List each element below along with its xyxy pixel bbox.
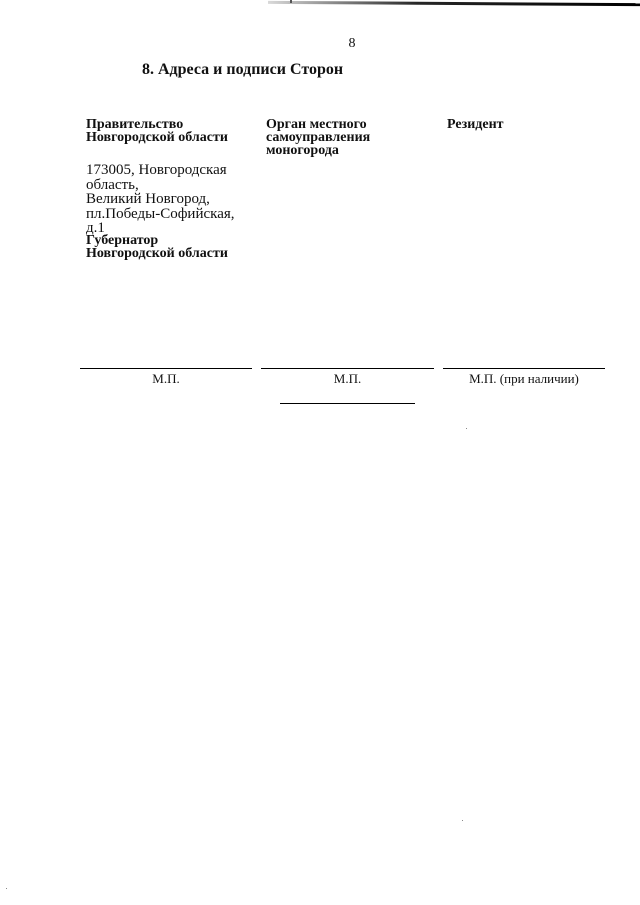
stamp-label-resident: М.П. (при наличии) <box>469 371 579 386</box>
party-title-line: моногорода <box>266 143 339 158</box>
signature-line-government <box>80 368 252 369</box>
scan-speck <box>466 428 467 429</box>
address-line: область, <box>86 176 139 193</box>
signer-line: Новгородской области <box>86 246 228 261</box>
address-line: Великий Новгород, <box>86 191 210 207</box>
address-line: 173005, Новгородская <box>86 162 227 178</box>
signature-line-municipality <box>261 368 434 369</box>
party-title-line: Резидент <box>447 117 504 132</box>
party-municipality-header <box>266 118 436 157</box>
party-title-line: Правительство <box>86 117 184 132</box>
end-of-document-rule <box>280 403 415 404</box>
stamp-label-municipality: М.П. <box>333 371 362 386</box>
scan-artifact-line <box>268 1 640 6</box>
signature-line-resident <box>443 368 605 369</box>
party-resident-header <box>447 118 607 131</box>
section-title: 8. Адреса и подписи Сторон <box>142 61 344 78</box>
address-line: д.1 <box>86 220 105 236</box>
government-address <box>86 163 256 236</box>
stamp-label-government: М.П. <box>152 371 180 386</box>
scan-artifact-tick <box>290 0 292 3</box>
scan-speck <box>6 888 7 889</box>
address-line: пл.Победы-Софийская, <box>86 205 235 222</box>
scan-speck <box>462 820 463 821</box>
party-title-line: Новгородской области <box>86 130 228 145</box>
party-title-line: Орган местного <box>266 117 367 132</box>
party-government-header <box>86 118 256 144</box>
page-number: 8 <box>348 36 356 51</box>
party-title-line: самоуправления <box>266 130 371 145</box>
signer-line: Губернатор <box>86 233 159 248</box>
signer-position <box>86 234 266 260</box>
